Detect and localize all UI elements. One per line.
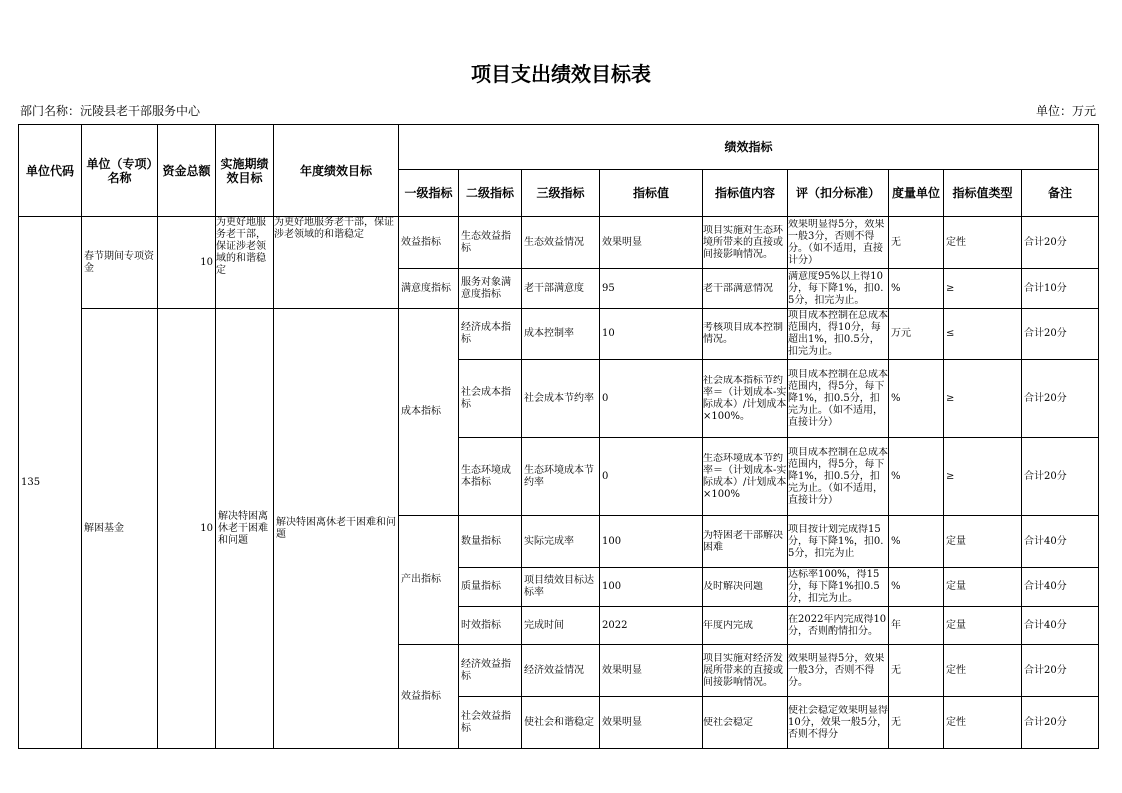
header-value: 指标值	[600, 170, 703, 217]
remark-cell: 合计20分	[1022, 438, 1099, 516]
value-cell: 10	[600, 309, 703, 360]
value-cell: 95	[600, 269, 703, 309]
performance-table	[18, 124, 1099, 749]
content-cell: 社会成本指标节约率＝（计划成本-实际成本）/计划成本×100%。	[703, 374, 787, 422]
content-cell: 年度内完成	[703, 619, 753, 631]
level3-cell: 社会成本节约率	[522, 360, 600, 438]
scoring-cell: 满意度95%以上得10分，每下降1%，扣0.5分，扣完为止。	[788, 270, 884, 306]
header-unit-code: 单位代码	[19, 125, 82, 217]
level3-cell: 实际完成率	[522, 516, 600, 568]
level3-cell: 成本控制率	[522, 309, 600, 360]
level3-cell: 项目绩效目标达标率	[522, 568, 600, 607]
value-type-cell: 定量	[944, 607, 1022, 645]
remark-cell: 合计40分	[1022, 516, 1099, 568]
measure-unit-cell: %	[889, 360, 944, 438]
project-amount-cell: 10	[158, 217, 216, 309]
measure-unit-cell: %	[889, 516, 944, 568]
value-cell: 0	[600, 438, 703, 516]
value-cell: 效果明显	[600, 217, 703, 269]
level3-cell: 生态环境成本节约率	[522, 438, 600, 516]
content-cell: 老干部满意情况	[703, 282, 773, 294]
value-cell: 0	[600, 360, 703, 438]
header-level3: 三级指标	[522, 170, 600, 217]
value-type-cell: 定量	[944, 516, 1022, 568]
scoring-cell: 项目按计划完成得15分，每下降1%，扣0.5分，扣完为止	[788, 523, 884, 559]
period-goal-cell: 为更好地服务老干部，保证涉老领域的和谐稳定	[216, 217, 266, 276]
remark-cell: 合计40分	[1022, 568, 1099, 607]
value-cell: 效果明显	[600, 645, 703, 697]
remark-cell: 合计10分	[1022, 269, 1099, 309]
scoring-cell: 项目成本控制在总成本范围内，得5分，每下降1%，扣0.5分，扣完为止。（如不适用，直接计分）	[788, 368, 888, 428]
value-cell: 2022	[600, 607, 703, 645]
value-type-cell: 定性	[944, 697, 1022, 749]
header-fund-total: 资金总额	[158, 125, 216, 217]
measure-unit-cell: %	[889, 568, 944, 607]
level2-cell: 服务对象满意度指标	[459, 269, 522, 309]
header-remark: 备注	[1022, 170, 1099, 217]
remark-cell: 合计20分	[1022, 360, 1099, 438]
measure-unit-cell: 无	[889, 697, 944, 749]
header-level2: 二级指标	[459, 170, 522, 217]
level2-cell: 质量指标	[459, 568, 522, 607]
level3-cell: 完成时间	[522, 607, 600, 645]
scoring-cell: 达标率100%，得15分，每下降1%扣0.5分，扣完为止。	[788, 569, 880, 604]
period-goal-cell: 解决特困离休老干困难和问题	[216, 309, 274, 749]
measure-unit-cell: 无	[889, 645, 944, 697]
level2-cell: 生态环境成本指标	[459, 438, 522, 516]
measure-unit-cell: %	[889, 438, 944, 516]
level1-cell: 产出指标	[399, 516, 459, 645]
scoring-cell: 效果明显得5分，效果一般3分，否则不得分。	[788, 652, 885, 688]
remark-cell: 合计40分	[1022, 607, 1099, 645]
scoring-cell: 使社会稳定效果明显得10分，效果一般5分，否则不得分	[788, 704, 888, 740]
header-level1: 一级指标	[399, 170, 459, 217]
level2-cell: 社会效益指标	[459, 697, 522, 749]
content-cell: 项目实施对经济发展所带来的直接或间接影响情况。	[703, 652, 783, 688]
unit-code-cell: 135	[19, 217, 82, 749]
content-cell: 使社会稳定	[703, 716, 753, 728]
measure-unit-cell: 无	[889, 217, 944, 269]
header-period-goal: 实施期绩效目标	[216, 125, 274, 217]
level1-cell: 成本指标	[399, 309, 459, 516]
value-type-cell: 定量	[944, 568, 1022, 607]
annual-goal-cell: 解决特困离休老干困难和问题	[274, 309, 399, 749]
value-type-cell: ≥	[944, 438, 1022, 516]
remark-cell: 合计20分	[1022, 309, 1099, 360]
page-title: 项目支出绩效目标表	[471, 62, 651, 86]
measure-unit-cell: %	[889, 269, 944, 309]
header-content: 指标值内容	[703, 170, 788, 217]
level3-cell: 生态效益情况	[522, 217, 600, 269]
level2-cell: 经济成本指标	[459, 309, 522, 360]
header-value-type: 指标值类型	[944, 170, 1022, 217]
header-unit-name: 单位（专项）名称	[82, 125, 158, 217]
content-cell: 为特困老干部解决困难	[703, 529, 783, 553]
scoring-cell: 项目成本控制在总成本范围内，得5分，每下降1%，扣0.5分，扣完为止。（如不适用，直接计分）	[788, 446, 888, 506]
level1-cell: 满意度指标	[399, 269, 459, 309]
level2-cell: 经济效益指标	[459, 645, 522, 697]
level3-cell: 使社会和谐稳定	[522, 697, 600, 749]
value-type-cell: 定性	[944, 217, 1022, 269]
level2-cell: 生态效益指标	[459, 217, 522, 269]
level3-cell: 老干部满意度	[522, 269, 600, 309]
value-cell: 100	[600, 516, 703, 568]
scoring-cell: 在2022年内完成得10分，否则酌情扣分。	[788, 613, 887, 637]
value-type-cell: ≥	[944, 269, 1022, 309]
value-type-cell: ≤	[944, 309, 1022, 360]
value-type-cell: 定性	[944, 645, 1022, 697]
level3-cell: 经济效益情况	[522, 645, 600, 697]
content-cell: 考核项目成本控制情况。	[703, 322, 783, 345]
project-amount-cell: 10	[158, 309, 216, 749]
header-scoring: 评（扣分标准）	[788, 170, 889, 217]
level1-cell: 效益指标	[399, 645, 459, 749]
header-measure-unit: 度量单位	[889, 170, 944, 217]
department-name: 部门名称：沅陵县老干部服务中心	[20, 104, 201, 118]
value-type-cell: ≥	[944, 360, 1022, 438]
measure-unit-cell: 年	[889, 607, 944, 645]
measure-unit-cell: 万元	[889, 309, 944, 360]
content-cell: 生态环境成本节约率＝（计划成本-实际成本）/计划成本×100%	[703, 452, 787, 500]
scoring-cell: 项目成本控制在总成本范围内，得10分，每超出1%，扣0.5分，扣完为止。	[788, 310, 888, 357]
header-performance-indicators: 绩效指标	[399, 125, 1099, 170]
remark-cell: 合计20分	[1022, 697, 1099, 749]
currency-unit: 单位：万元	[1035, 104, 1096, 118]
header-annual-goal: 年度绩效目标	[274, 125, 399, 217]
project-name-cell: 春节期间专项资金	[82, 217, 158, 309]
value-cell: 效果明显	[600, 697, 703, 749]
annual-goal-cell: 为更好地服务老干部，保证涉老领域的和谐稳定	[274, 217, 394, 240]
remark-cell: 合计20分	[1022, 217, 1099, 269]
value-cell: 100	[600, 568, 703, 607]
scoring-cell: 效果明显得5分，效果一般3分，否则不得分。（如不适用，直接计分）	[788, 218, 885, 266]
level2-cell: 数量指标	[459, 516, 522, 568]
content-cell: 项目实施对生态环境所带来的直接或间接影响情况。	[703, 224, 783, 260]
remark-cell: 合计20分	[1022, 645, 1099, 697]
level2-cell: 社会成本指标	[459, 360, 522, 438]
content-cell: 及时解决问题	[703, 581, 763, 592]
level1-cell: 效益指标	[399, 217, 459, 269]
project-name-cell: 解困基金	[82, 309, 158, 749]
level2-cell: 时效指标	[459, 607, 522, 645]
